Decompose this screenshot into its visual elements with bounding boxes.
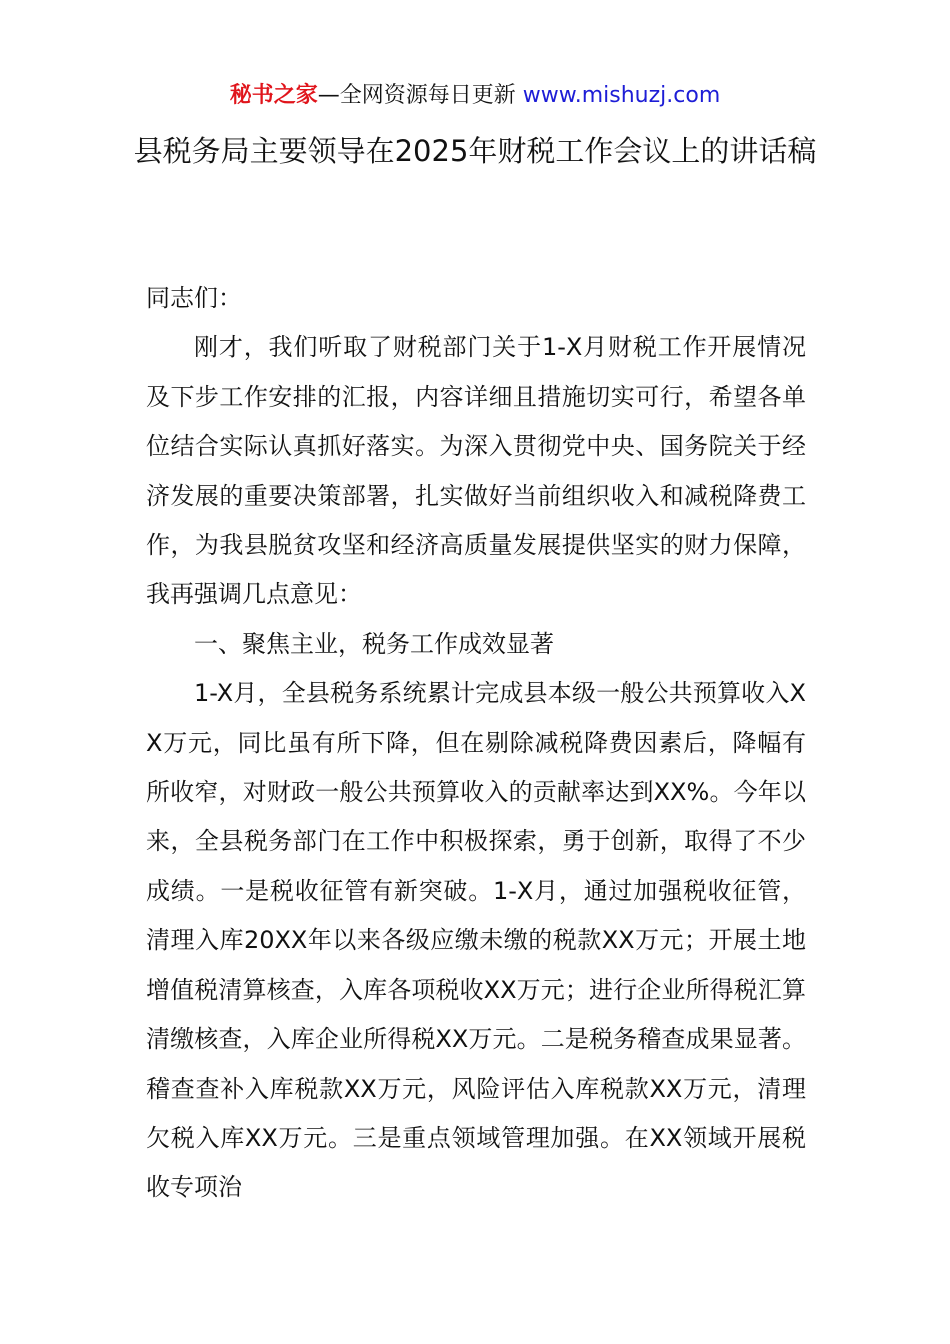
site-brand: 秘书之家 bbox=[229, 83, 318, 108]
paragraph-intro: 刚才，我们听取了财税部门关于1-X月财税工作开展情况及下步工作安排的汇报，内容详细且措施切实可行，希望各单位结合实际认真抓好落实。为深入贯彻党中央、国务院关于经济发展的重要决策部署，扎实做好当前组织收入和减税降费工作，为我县脱贫攻坚和经济高质量发展提供坚实的财力保障，我再强调几点意见： bbox=[146, 333, 806, 609]
document-title: 县税务局主要领导在2025年财税工作会议上的讲话稿 bbox=[133, 134, 817, 168]
document-body bbox=[146, 274, 806, 1213]
site-tagline: —全网资源每日更新 bbox=[317, 83, 516, 108]
site-header bbox=[0, 80, 950, 112]
section-heading-1: 一、聚焦主业，税务工作成效显著 bbox=[194, 629, 554, 658]
site-url-link[interactable]: www.mishuzj.com bbox=[522, 83, 721, 108]
salutation: 同志们： bbox=[146, 284, 242, 312]
paragraph-achievements: 1-X月，全县税务系统累计完成县本级一般公共预算收入XX万元，同比虽有所下降，但在剔除减税降费因素后，降幅有所收窄，对财政一般公共预算收入的贡献率达到XX%。今年以来，全县税务部门在工作中积极探索，勇于创新，取得了不少成绩。一是税收征管有新突破。1-X月，通过加强税收征管，清理入库20XX年以来各级应缴未缴的税款XX万元；开展土地增值税清算核查，入库各项税收XX万元；进行企业所得税汇算清缴核查，入库企业所得税XX万元。二是税务稽查成果显著。稽查查补入库税款XX万元，风险评估入库税款XX万元，清理欠税入库XX万元。三是重点领域管理加强。在XX领域开展税收专项治 bbox=[146, 679, 806, 1202]
